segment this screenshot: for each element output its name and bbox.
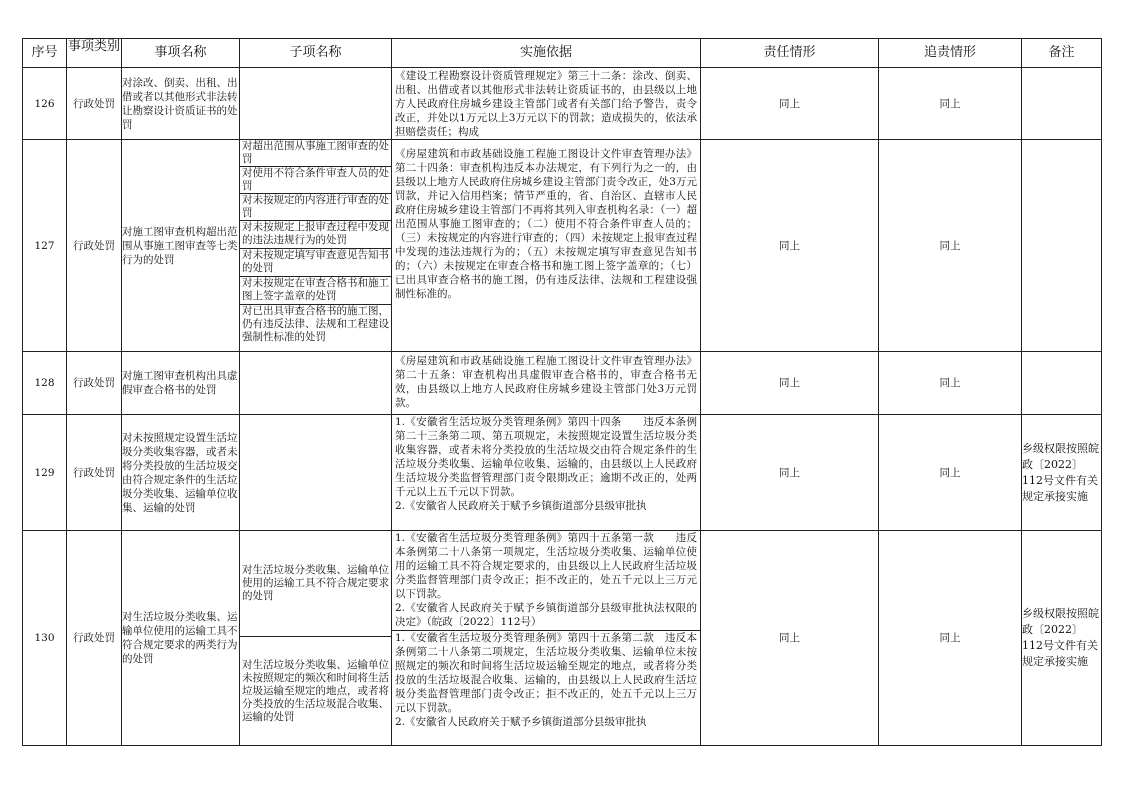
row-basis: 1.《安徽省生活垃圾分类管理条例》第四十五条第一款 违反本条例第二十八条第一项规定，生活垃圾分类收集、运输单位使用的运输工具不符合规定要求的，由县级以上人民政府生活垃圾分类监督管理部门责令改正；拒不改正的，处五千元以上三万元以下罚款。 2.《安徽省人民政府关于赋予乡镇街道部分县级审批执法权限的决定》（皖政〔2022〕112号） [395,532,697,628]
row-type: 行政处罚 [67,415,122,531]
sub-item: 对未按规定的内容进行审查的处罚 [242,194,389,219]
responsibility-table [22,38,1102,746]
sub-list [240,531,391,745]
row-name: 对施工图审查机构超出范围从事施工图审查等七类行为的处罚 [122,140,240,352]
row-pursue: 同上 [879,415,1022,531]
sub-item: 对未按规定在审查合格书和施工图上签字盖章的处罚 [240,277,391,305]
header-seq: 序号 [23,39,67,68]
row-name: 对涂改、倒卖、出租、出借或者以其他形式非法转让勘察设计资质证书的处罚 [122,68,240,140]
header-note: 备注 [1022,39,1102,68]
row-basis-cell [392,531,701,746]
row-basis: 1.《安徽省生活垃圾分类管理条例》第四十五条第二款 违反本条例第二十八条第二项规定，生活垃圾分类收集、运输单位未按照规定的频次和时间将生活垃圾运输至规定的地点，或者将分类投放的生活垃圾混合收集、运输的，由县级以上人民政府生活垃圾分类监督管理部门责令改正；拒不改正的，处五千元以上三万元以下罚款。 2.《安徽省人民政府关于赋予乡镇街道部分县级审批执 [392,630,700,745]
row-seq: 127 [23,140,67,352]
sub-item: 对已出具审查合格书的施工图，仍有违反法律、法规和工程建设强制性标准的处罚 [242,305,389,343]
table-row [23,531,1102,746]
sub-item: 对生活垃圾分类收集、运输单位使用的运输工具不符合规定要求的处罚 [240,531,391,637]
header-pursue: 追责情形 [879,39,1022,68]
sub-item: 对使用不符合条件审查人员的处罚 [242,167,389,192]
row-note: 乡级权限按照皖政〔2022〕112号文件有关规定承接实施 [1022,415,1102,531]
sub-list [240,140,391,351]
row-sub-cell [240,140,392,352]
row-seq: 126 [23,68,67,140]
row-name: 对生活垃圾分类收集、运输单位使用的运输工具不符合规定要求的两类行为的处罚 [122,531,240,746]
row-pursue: 同上 [879,352,1022,415]
row-name: 对未按照规定设置生活垃圾分类收集容器，或者未将分类投放的生活垃圾交由符合规定条件的生活垃圾分类收集、运输单位收集、运输的处罚 [122,415,240,531]
row-note: 乡级权限按照皖政〔2022〕112号文件有关规定承接实施 [1022,531,1102,746]
header-row [23,39,1102,68]
table-row [23,415,1102,531]
table-row [23,352,1102,415]
row-basis-cell [392,68,701,140]
row-sub [240,68,392,140]
row-type: 行政处罚 [67,531,122,746]
row-resp: 同上 [701,352,879,415]
row-name: 对施工图审查机构出具虚假审查合格书的处罚 [122,352,240,415]
row-resp: 同上 [701,415,879,531]
header-basis: 实施依据 [392,39,701,68]
row-sub-cell [240,531,392,746]
row-resp: 同上 [701,531,879,746]
row-pursue: 同上 [879,140,1022,352]
row-note [1022,352,1102,415]
sub-item: 对生活垃圾分类收集、运输单位未按照规定的频次和时间将生活垃圾运输至规定的地点，或者将分类投放的生活垃圾混合收集、运输的处罚 [242,658,389,723]
row-sub [240,415,392,531]
sub-item: 对超出范围从事施工图审查的处罚 [242,140,389,165]
header-type: 事项类别 [67,39,122,68]
row-type: 行政处罚 [67,68,122,140]
row-sub [240,352,392,415]
row-seq: 130 [23,531,67,746]
sub-item: 对未按规定填写审查意见告知书的处罚 [240,249,391,277]
row-resp: 同上 [701,68,879,140]
sub-item: 对未按规定上报审查过程中发现的违法违规行为的处罚 [240,221,391,249]
row-resp: 同上 [701,140,879,352]
header-sub: 子项名称 [240,39,392,68]
table-row [23,68,1102,140]
row-basis: 《建设工程勘察设计资质管理规定》第三十二条：涂改、倒卖、出租、出借或者以其他形式非法转让资质证书的，由县级以上地方人民政府住房城乡建设主管部门或者有关部门给予警告，责令改正，并处以1万元以上3万元以下的罚款；造成损失的，依法承担赔偿责任；构成 [395,69,697,138]
row-type: 行政处罚 [67,140,122,352]
table-row [23,140,1102,352]
row-seq: 129 [23,415,67,531]
header-name: 事项名称 [122,39,240,68]
row-type: 行政处罚 [67,352,122,415]
row-basis-cell [392,415,701,531]
row-basis-cell [392,352,701,415]
row-pursue: 同上 [879,68,1022,140]
row-pursue: 同上 [879,531,1022,746]
header-resp: 责任情形 [701,39,879,68]
row-basis: 《房屋建筑和市政基础设施工程施工图设计文件审查管理办法》第二十四条：审查机构违反本办法规定，有下列行为之一的，由县级以上地方人民政府住房城乡建设主管部门责令改正，处3万元罚款，并记入信用档案；情节严重的，省、自治区、直辖市人民政府住房城乡建设主管部门不再将其列入审查机构名录：（一）超出范围从事施工图审查的；（二）使用不符合条件审查人员的；（三）未按规定的内容进行审查的；（四）未按规定上报审查过程中发现的违法违规行为的；（五）未按规定填写审查意见告知书的；（六）未按规定在审查合格书和施工图上签字盖章的；（七）已出具审查合格书的施工图，仍有违反法律、法规和工程建设强制性标准的。 [395,147,697,300]
row-basis: 《房屋建筑和市政基础设施工程施工图设计文件审查管理办法》第二十五条：审查机构出具虚假审查合格书的，审查合格书无效，由县级以上地方人民政府住房城乡建设主管部门处3万元罚款。 [395,355,697,409]
basis-stack [392,531,700,745]
row-basis-cell [392,140,701,352]
row-note [1022,140,1102,352]
row-basis: 1.《安徽省生活垃圾分类管理条例》第四十四条 违反本条例第二十三条第二项、第五项规定，未按照规定设置生活垃圾分类收集容器，或者未将分类投放的生活垃圾交由符合规定条件的生活垃圾分类收集、运输单位收集、运输的，由县级以上人民政府生活垃圾分类监督管理部门责令限期改正；逾期不改正的，处两千元以上五千元以下罚款。 2.《安徽省人民政府关于赋予乡镇街道部分县级审批执 [395,416,697,512]
row-seq: 128 [23,352,67,415]
row-note [1022,68,1102,140]
